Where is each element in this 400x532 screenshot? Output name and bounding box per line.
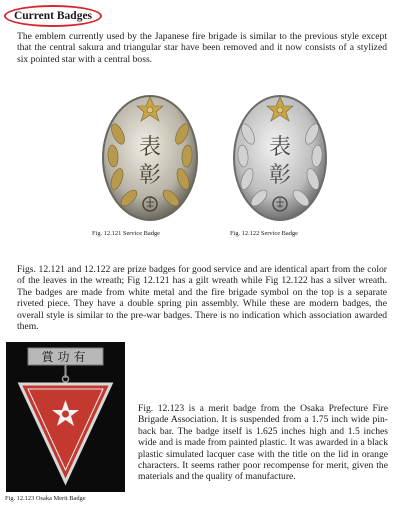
badge-char-top: 表 bbox=[268, 135, 292, 160]
body-paragraph: Figs. 12.121 and 12.122 are prize badges for good service and are identical apart from the color of the leaves in the wreath; Fig 12.121 has a gilt wreath while Fig 12.122 has a silver wreath. The badges are made from white metal and the fire brigade symbol on the top is a separate riveted piece. They have a double spring pin assembly. While these are modern badges, the overall style is similar to the pre-war badges. There is no indication which association awarded them. bbox=[17, 264, 387, 333]
badge-char-bottom: 彰 bbox=[138, 163, 162, 188]
merit-paragraph: Fig. 12.123 is a merit badge from the Osaka Prefecture Fire Brigade Association. It is suspended from a 1.75 inch wide pin-back bar. The badge itself is 1.625 inches high and 1.5 inches wide and is made from painted plastic. It was awarded in a black plastic simulated lacquer case with the title on the lid in orange characters. It seems rather poor recompense for merit, given the materials and the quality of manufacture. bbox=[138, 403, 388, 483]
badge-char-bottom: 彰 bbox=[268, 163, 292, 188]
service-badge-silver-photo bbox=[224, 84, 336, 228]
figure-caption: Fig. 12.122 Service Badge bbox=[230, 230, 298, 237]
figure-caption: Fig. 12.123 Osaka Merit Badge bbox=[5, 495, 86, 502]
figure-caption: Fig. 12.121 Service Badge bbox=[92, 230, 160, 237]
section-heading bbox=[4, 5, 102, 27]
service-badge-gilt-photo bbox=[93, 84, 207, 229]
pin-bar-inscription: 賞功有 bbox=[41, 350, 90, 364]
badge-char-top: 表 bbox=[138, 135, 162, 160]
section-heading-text: Current Badges bbox=[13, 10, 93, 22]
osaka-merit-badge-photo bbox=[6, 342, 125, 492]
intro-paragraph: The emblem currently used by the Japanese fire brigade is similar to the previous style except that the central sakura and triangular star have been removed and it now consists of a stylized six pointed star with a central boss. bbox=[17, 31, 387, 65]
